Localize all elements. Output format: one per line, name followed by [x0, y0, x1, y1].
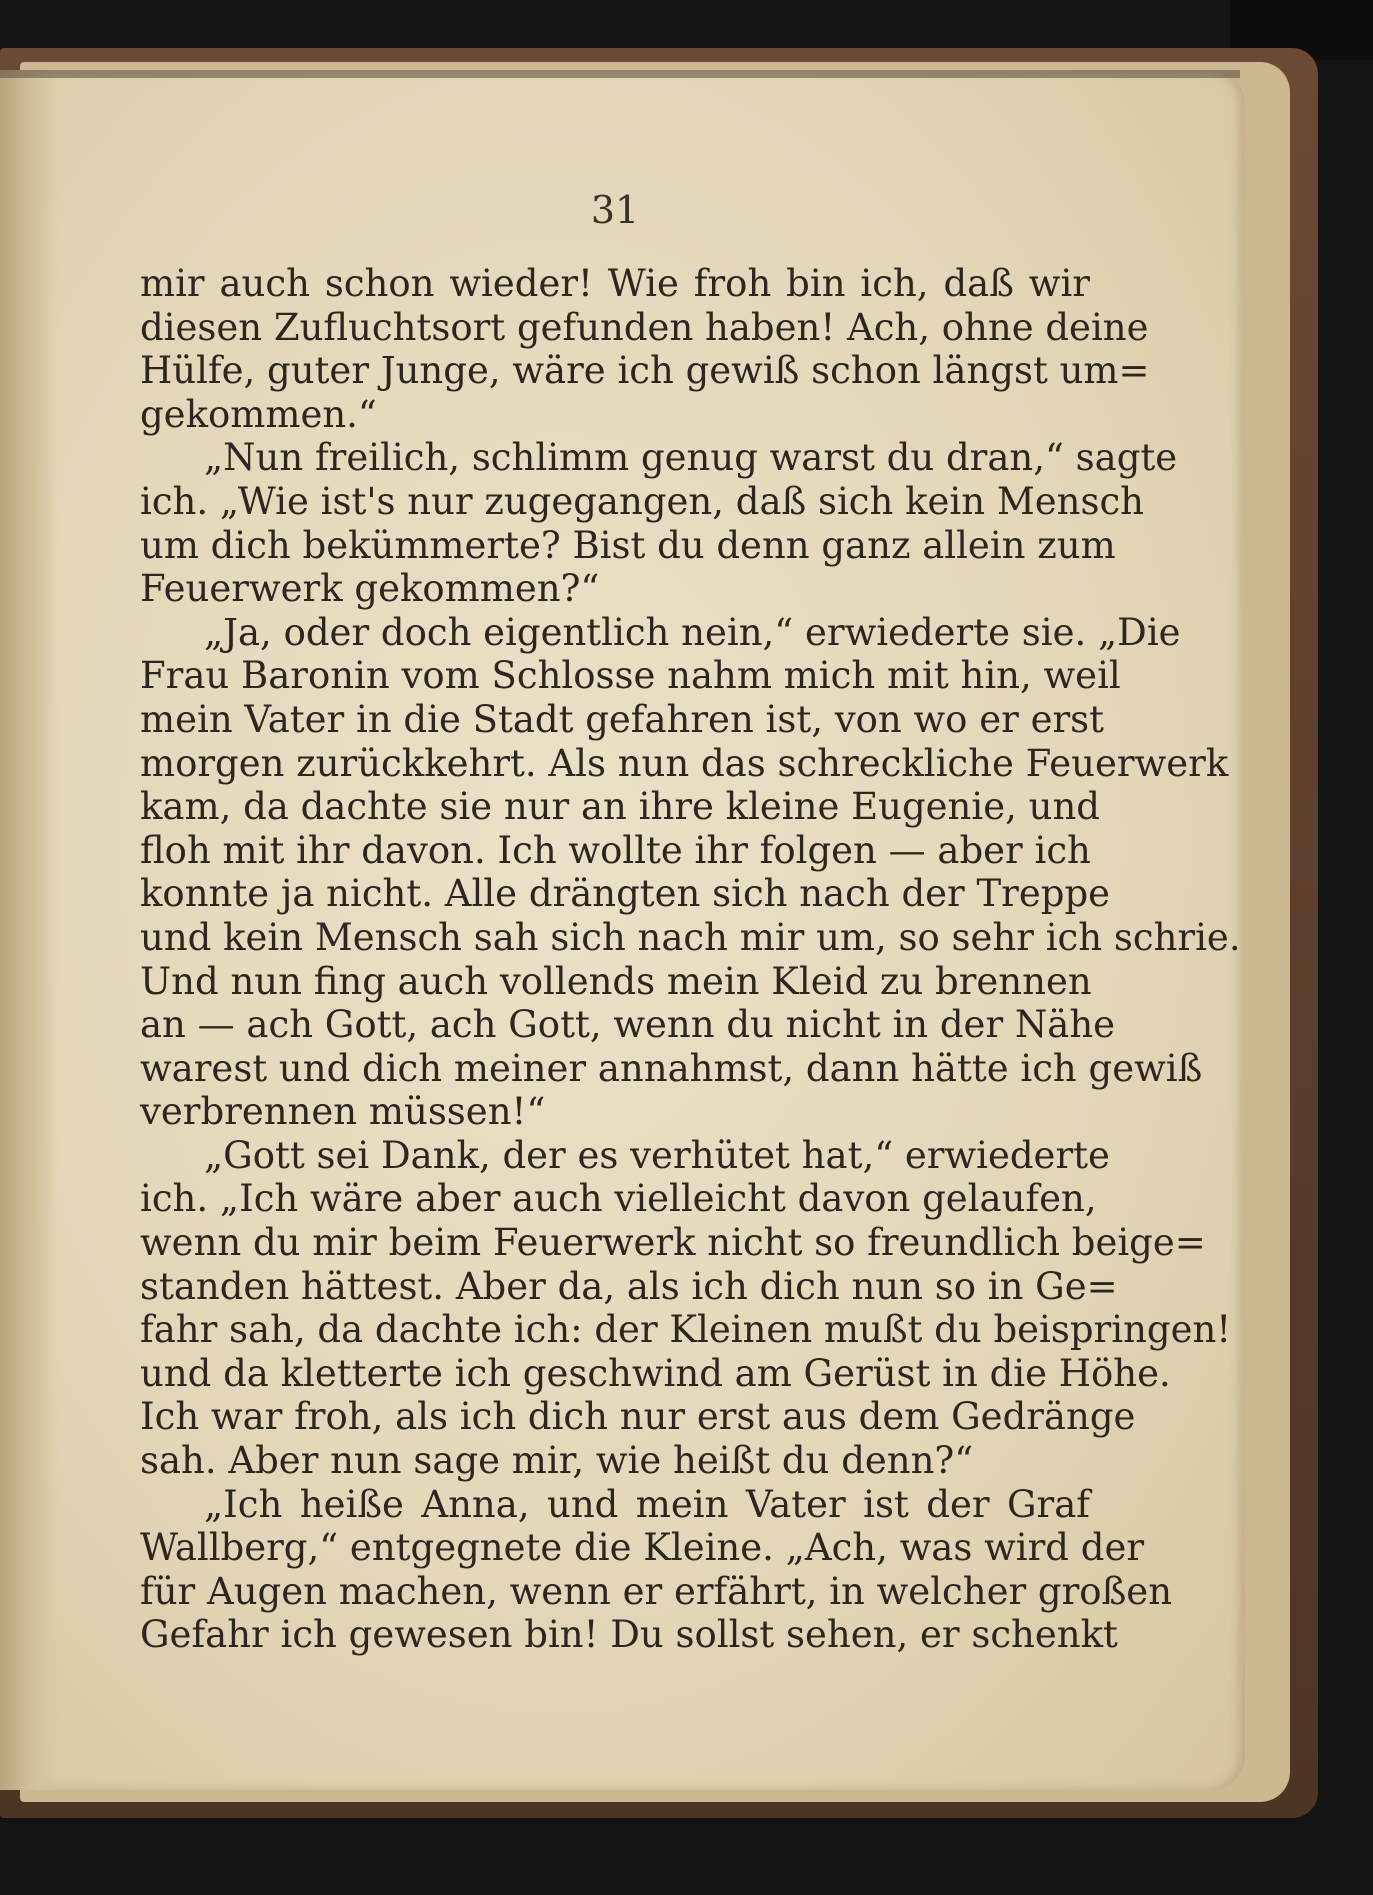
text-line: Feuerwerk gekommen?“: [140, 567, 600, 611]
body-text: [140, 262, 1241, 1657]
text-line: mir auch schon wieder! Wie froh bin ich, daß wir: [140, 262, 1090, 305]
text-line: an — ach Gott, ach Gott, wenn du nicht in der Nähe: [140, 1003, 1116, 1047]
text-line: konnte ja nicht. Alle drängten sich nach der Treppe: [140, 872, 1111, 916]
text-line: standen hättest. Aber da, als ich dich nun so in Ge=: [140, 1264, 1118, 1308]
text-line: kam, da dachte sie nur an ihre kleine Eugenie, und: [140, 785, 1100, 829]
text-line: und da kletterte ich geschwind am Gerüst in die Höhe.: [140, 1351, 1171, 1395]
text-line: ich. „Ich wäre aber auch vielleicht davon gelaufen,: [140, 1177, 1097, 1221]
binding-edge: [0, 70, 1240, 78]
text-line: Hülfe, guter Junge, wäre ich gewiß schon längst um=: [140, 349, 1150, 393]
text-line: für Augen machen, wenn er erfährt, in welcher großen: [140, 1569, 1173, 1613]
text-line: fahr sah, da dachte ich: der Kleinen mußt du beispringen!: [140, 1308, 1232, 1352]
page-number: 31: [590, 188, 640, 232]
text-line: sah. Aber nun sage mir, wie heißt du denn?“: [140, 1439, 974, 1483]
text-line: Wallberg,“ entgegnete die Kleine. „Ach, was wird der: [140, 1526, 1145, 1570]
text-line: und kein Mensch sah sich nach mir um, so sehr ich schrie.: [140, 915, 1241, 959]
text-line: „Ja, oder doch eigentlich nein,“ erwiederte sie. „Die: [204, 610, 1181, 654]
text-line: diesen Zufluchtsort gefunden haben! Ach, ohne deine: [140, 305, 1149, 349]
text-line: Ich war froh, als ich dich nur erst aus dem Gedränge: [140, 1395, 1136, 1439]
text-line: ich. „Wie ist's nur zugegangen, daß sich kein Mensch: [140, 479, 1145, 523]
text-line: „Ich heiße Anna, und mein Vater ist der Graf: [204, 1482, 1090, 1526]
text-line: Und nun fing auch vollends mein Kleid zu brennen: [140, 959, 1092, 1003]
text-line: morgen zurückkehrt. Als nun das schreckliche Feuerwerk: [140, 741, 1229, 785]
text-line: um dich bekümmerte? Bist du denn ganz allein zum: [140, 523, 1116, 567]
text-line: warest und dich meiner annahmst, dann hätte ich gewiß: [140, 1046, 1203, 1090]
text-line: Frau Baronin vom Schlosse nahm mich mit hin, weil: [140, 654, 1121, 698]
text-line: wenn du mir beim Feuerwerk nicht so freundlich beige=: [140, 1221, 1206, 1265]
text-line: Gefahr ich gewesen bin! Du sollst sehen, er schenkt: [140, 1613, 1118, 1657]
text-line: gekommen.“: [140, 392, 377, 436]
page-gutter: [0, 70, 58, 1790]
text-line: „Gott sei Dank, der es verhütet hat,“ erwiederte: [204, 1133, 1110, 1177]
text-line: „Nun freilich, schlimm genug warst du dran,“ sagte: [204, 436, 1178, 480]
text-line: floh mit ihr davon. Ich wollte ihr folgen — aber ich: [140, 828, 1091, 872]
text-line: verbrennen müssen!“: [140, 1090, 546, 1134]
text-line: mein Vater in die Stadt gefahren ist, von wo er erst: [140, 697, 1105, 741]
